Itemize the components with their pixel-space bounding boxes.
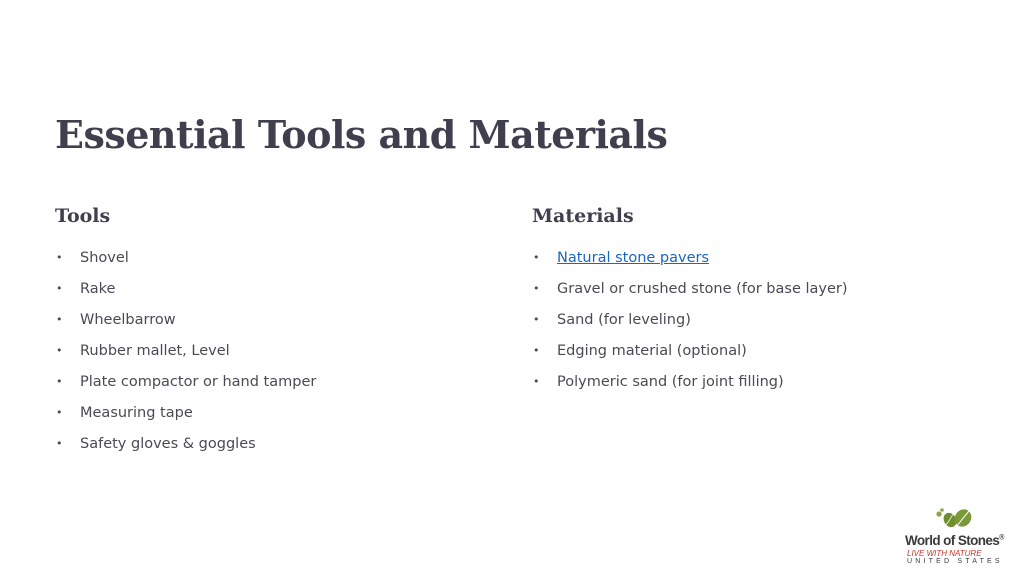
- bullet-icon: •: [533, 344, 540, 357]
- list-item-label: Wheelbarrow: [80, 312, 176, 328]
- list-item: [55, 276, 495, 307]
- bullet-icon: •: [56, 437, 63, 450]
- list-item-label: Plate compactor or hand tamper: [80, 374, 317, 390]
- bullet-icon: •: [533, 282, 540, 295]
- materials-heading: Materials: [532, 205, 634, 227]
- bullet-icon: •: [533, 375, 540, 388]
- bullet-icon: •: [56, 406, 63, 419]
- list-item-label: Safety gloves & goggles: [80, 436, 256, 452]
- tools-list: [55, 245, 495, 462]
- list-item: [55, 400, 495, 431]
- list-item: [532, 307, 972, 338]
- bullet-icon: •: [56, 251, 63, 264]
- list-item-label: Edging material (optional): [557, 343, 747, 359]
- registered-mark: ®: [999, 534, 1004, 542]
- logo-name-text: World of Stones: [905, 533, 1000, 548]
- list-item-label: Rake: [80, 281, 116, 297]
- list-item-label: Shovel: [80, 250, 129, 266]
- tools-column: [55, 202, 495, 462]
- list-item-label: Measuring tape: [80, 405, 193, 421]
- bullet-icon: •: [56, 375, 63, 388]
- list-item: [532, 245, 972, 276]
- list-item: [532, 276, 972, 307]
- list-item-label: Sand (for leveling): [557, 312, 691, 328]
- bullet-icon: •: [533, 251, 540, 264]
- bullet-icon: •: [56, 344, 63, 357]
- list-item: [55, 245, 495, 276]
- tools-heading: Tools: [55, 205, 111, 227]
- materials-column: [532, 202, 972, 400]
- brand-logo: [905, 506, 1009, 568]
- slide-title: Essential Tools and Materials: [55, 112, 668, 157]
- bullet-icon: •: [56, 282, 63, 295]
- list-item: [55, 369, 495, 400]
- natural-stone-pavers-link[interactable]: Natural stone pavers: [557, 250, 710, 266]
- list-item: [532, 338, 972, 369]
- list-item-label: Polymeric sand (for joint filling): [557, 374, 784, 390]
- list-item: [55, 338, 495, 369]
- leaf-icon: [935, 506, 975, 530]
- list-item-label: Rubber mallet, Level: [80, 343, 230, 359]
- logo-tagline: LIVE WITH NATURE: [907, 549, 982, 558]
- list-item: [55, 307, 495, 338]
- logo-country: UNITED STATES: [907, 558, 1003, 565]
- bullet-icon: •: [533, 313, 540, 326]
- list-item-label: Gravel or crushed stone (for base layer): [557, 281, 848, 297]
- bullet-icon: •: [56, 313, 63, 326]
- list-item: [55, 431, 495, 462]
- materials-list: [532, 245, 972, 400]
- list-item: [532, 369, 972, 400]
- logo-wordmark: [905, 533, 1009, 548]
